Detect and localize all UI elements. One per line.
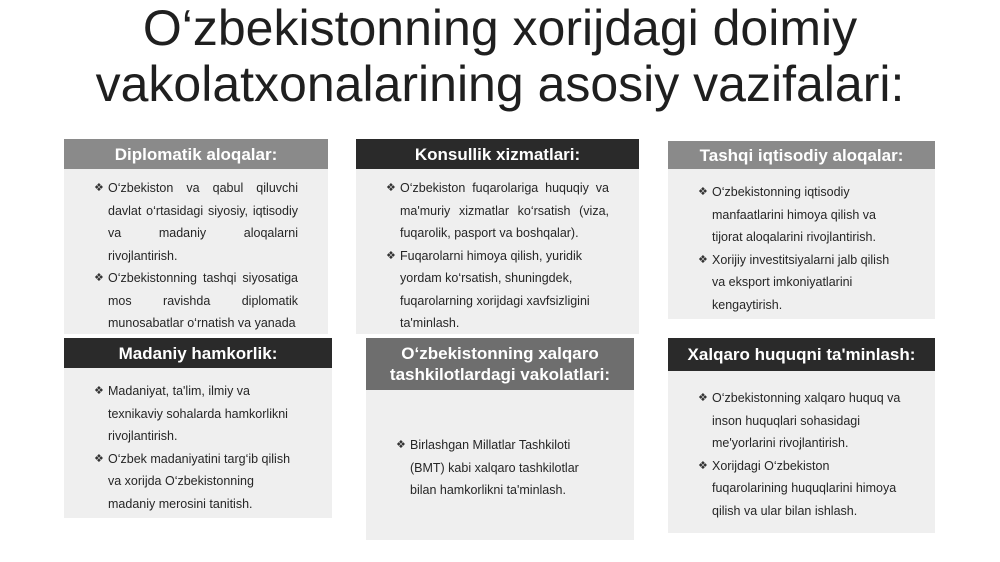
card-heading: Diplomatik aloqalar: xyxy=(64,139,328,169)
list-item xyxy=(698,249,905,317)
list-item xyxy=(698,181,905,249)
list-item-text: O‘zbekiston fuqarolariga huquqiy va ma'muriy xizmatlar ko‘rsatish (viza, fuqarolik, pasport va boshqalar). xyxy=(400,181,609,240)
diamond-bullet-icon: ❖ xyxy=(94,452,104,465)
list-item xyxy=(396,434,598,502)
diamond-bullet-icon: ❖ xyxy=(386,182,396,194)
card-heading: Madaniy hamkorlik: xyxy=(64,338,332,368)
list-item xyxy=(386,245,609,335)
list-item-text: Birlashgan Millatlar Tashkiloti (BMT) kabi xalqaro tashkilotlar bilan hamkorlikni ta'minlash. xyxy=(410,438,579,497)
diamond-bullet-icon: ❖ xyxy=(94,272,104,284)
diamond-bullet-icon: ❖ xyxy=(94,385,104,397)
diamond-bullet-icon: ❖ xyxy=(94,182,104,194)
list-item xyxy=(698,455,905,523)
card-heading: Xalqaro huquqni ta'minlash: xyxy=(668,338,935,371)
list-item-text: O‘zbek madaniyatini targ‘ib qilish va xorijda O‘zbekistonning madaniy merosini tanitish. xyxy=(108,451,291,511)
card-body xyxy=(366,390,634,540)
list-item-text: O‘zbekistonning tashqi siyosatiga mos ravishda diplomatik munosabatlar o‘rnatish va yanada xyxy=(108,271,298,330)
card-body xyxy=(356,169,639,334)
card-international-organizations xyxy=(366,338,634,540)
list-item xyxy=(94,380,302,448)
page-title-line-2: vakolatxonalarining asosiy vazifalari: xyxy=(95,56,905,112)
card-consular-services xyxy=(356,139,639,334)
list-item xyxy=(94,448,302,516)
card-foreign-economic-relations xyxy=(668,141,935,319)
page-title-line-1: O‘zbekistonning xorijdagi doimiy xyxy=(142,0,858,56)
list-item-text: O‘zbekistonning xalqaro huquq va inson huquqlari sohasidagi me'yorlarini rivojlantirish. xyxy=(712,391,901,450)
list-item xyxy=(698,387,905,455)
card-heading-line-1: O‘zbekistonning xalqaro xyxy=(401,344,599,363)
diamond-bullet-icon: ❖ xyxy=(698,253,708,266)
card-heading-line-2: tashkilotlardagi vakolatlari: xyxy=(389,365,611,384)
page-title xyxy=(0,0,1000,112)
card-diplomatic-relations xyxy=(64,139,328,334)
list-item xyxy=(94,177,298,267)
card-heading: Tashqi iqtisodiy aloqalar: xyxy=(668,141,935,169)
list-item-text: O‘zbekistonning iqtisodiy manfaatlarini himoya qilish va tijorat aloqalarini rivojlantirish. xyxy=(712,185,876,244)
list-item-text: Madaniyat, ta'lim, ilmiy va texnikaviy sohalarda hamkorlikni rivojlantirish. xyxy=(108,384,288,443)
card-body xyxy=(64,368,332,518)
card-cultural-cooperation xyxy=(64,338,332,518)
card-international-law xyxy=(668,338,935,533)
list-item xyxy=(386,177,609,245)
card-body xyxy=(64,169,328,334)
list-item-text: Fuqarolarni himoya qilish, yuridik yordam ko‘rsatish, shuningdek, fuqarolarning xorijdagi xavfsizligini ta'minlash. xyxy=(400,248,590,330)
list-item-text: Xorijdagi O‘zbekiston fuqarolarining huquqlarini himoya qilish va ular bilan ishlash. xyxy=(712,458,897,518)
card-heading xyxy=(366,338,634,390)
list-item-text: Xorijiy investitsiyalarni jalb qilish va eksport imkoniyatlarini kengaytirish. xyxy=(712,252,890,312)
diamond-bullet-icon: ❖ xyxy=(386,249,396,262)
diamond-bullet-icon: ❖ xyxy=(698,186,708,198)
card-body xyxy=(668,169,935,319)
card-body xyxy=(668,371,935,533)
diamond-bullet-icon: ❖ xyxy=(698,459,708,472)
diamond-bullet-icon: ❖ xyxy=(396,439,406,451)
list-item-text: O‘zbekiston va qabul qiluvchi davlat o‘rtasidagi siyosiy, iqtisodiy va madaniy aloqalarni rivojlantirish. xyxy=(108,181,298,263)
list-item xyxy=(94,267,298,334)
card-heading: Konsullik xizmatlari: xyxy=(356,139,639,169)
diamond-bullet-icon: ❖ xyxy=(698,392,708,404)
